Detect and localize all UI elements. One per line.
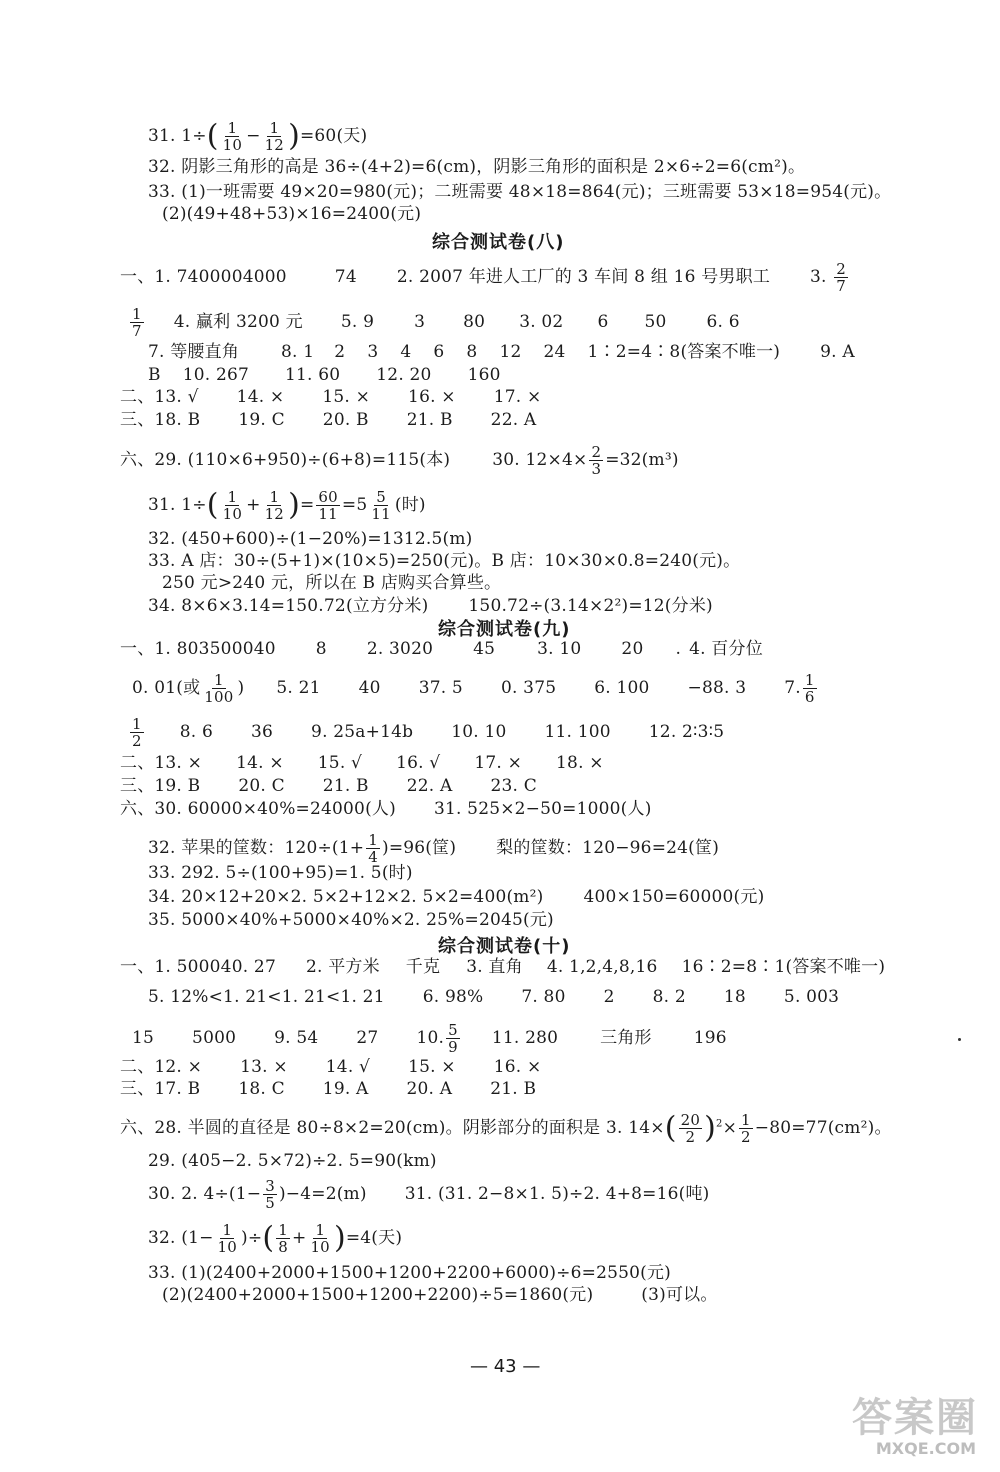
fraction: $\frac{5}{9}$ [448,1021,458,1056]
watermark-logo: 答案圈 [852,1395,978,1441]
section-title-10: 综合测试卷(十) [438,936,571,957]
answer-33-part2: (2)(49+48+53)×16=2400(元) [162,204,422,224]
s10-answer-33-part1: 33. (1)(2400+2000+1500+1200+2200+6000)÷6=2550(元) [148,1263,672,1283]
s10-answer-32: 32. (1− $\frac{1}{10}$ )÷( $\frac{1}{8}$ + $\frac{1}{10}$ )=4(天) [148,1220,403,1256]
answer-31: 31. 1÷( $\frac{1}{10}$ − $\frac{1}{12}$ )=60(天) [148,118,368,154]
fraction: $\frac{1}{2}$ [741,1111,751,1146]
answer-33-part1: 33. (1)一班需要 49×20=980(元)；二班需要 48×18=864(元)；三班需要 53×18=954(元)。 [148,182,892,202]
fraction: $\frac{1}{12}$ [264,488,285,523]
s8-answer-29-30: 六、29. (110×6+950)÷(6+8)=115(本) 30. 12×4× $\frac{2}{3}$ =32(m³) [120,443,679,478]
fraction: $\frac{60}{11}$ [318,488,338,523]
s10-line-1: 一、1. 500040. 27 2. 平方米 千克 3. 直角 4. 1,2,4,8,16 16∶2=8∶1(答案不唯一) [120,957,886,977]
s8-choice-line: 三、18. B 19. C 20. B 21. B 22. A [120,410,537,430]
stray-mark [958,1038,961,1041]
watermark [828,1386,978,1458]
s10-answer-28: 六、28. 半圆的直径是 80÷8×2=20(cm)。阴影部分的面积是 3. 14×( $\frac{20}{2}$ )$^2$× $\frac{1}{2}$ −80=77(cm²)。 [120,1110,892,1146]
s10-answer-33-part2: (2)(2400+2000+1500+1200+2200)÷5=1860(元) (3)可以。 [162,1285,718,1305]
s8-answer-33-part1: 33. A 店：30÷(5+1)×(10×5)=250(元)。B 店：10×30×0.8=240(元)。 [148,551,741,571]
fraction: $\frac{2}{7}$ [836,260,847,295]
s8-answer-31: 31. 1÷( $\frac{1}{10}$ + $\frac{1}{12}$ )= $\frac{60}{11}$ =5 $\frac{5}{11}$ (时) [148,487,426,523]
s9-judge-line: 二、13. × 14. × 15. √ 16. √ 17. × 18. × [120,753,604,773]
fraction: $\frac{1}{10}$ [222,488,243,523]
s9-answer-35: 35. 5000×40%+5000×40%×2. 25%=2045(元) [148,910,554,930]
s9-line-1: 一、1. 803500040 8 2. 3020 45 3. 10 20 . 4. 百分位 [120,639,763,659]
fraction: $\frac{1}{10}$ [217,1221,238,1256]
section-title-8: 综合测试卷(八) [432,232,565,253]
s9-choice-line: 三、19. B 20. C 21. B 22. A 23. C [120,776,537,796]
fraction: $\frac{1}{4}$ [368,831,378,866]
watermark-site: MXQE.COM [875,1439,976,1458]
s8-answer-32: 32. (450+600)÷(1−20%)=1312.5(m) [148,529,473,549]
s8-line-4: B 10. 267 11. 60 12. 20 160 [148,365,501,385]
fraction: $\frac{1}{12}$ [264,119,285,154]
s10-judge-line: 二、12. × 13. × 14. √ 15. × 16. × [120,1057,542,1077]
s9-answer-30-31: 六、30. 60000×40%=24000(人) 31. 525×2−50=1000(人) [120,799,652,819]
s9-answer-34: 34. 20×12+20×2. 5×2+12×2. 5×2=400(m²) 400×150=60000(元) [148,887,765,907]
fraction: $\frac{20}{2}$ [680,1111,701,1146]
fraction: $\frac{1}{7}$ [132,305,142,340]
s8-line-1: 一、1. 7400004000 74 2. 2007 年进人工厂的 3 车间 8 组 16 号男职工 3. $\frac{2}{7}$ [120,260,847,295]
fraction: $\frac{1}{10}$ [222,119,243,154]
fraction: $\frac{1}{6}$ [804,671,815,706]
fraction: $\frac{3}{5}$ [265,1177,275,1212]
fraction: $\frac{1}{2}$ [132,715,142,750]
answer-32: 32. 阴影三角形的高是 36÷(4+2)=6(cm)，阴影三角形的面积是 2×6÷2=6(cm²)。 [148,157,806,177]
s10-line-3: 15 5000 9. 54 27 10. $\frac{5}{9}$ 11. 280 三角形 196 [132,1021,727,1056]
section-title-9: 综合测试卷(九) [438,619,571,640]
s9-answer-33: 33. 292. 5÷(100+95)=1. 5(时) [148,863,413,883]
s10-line-2: 5. 12%<1. 21<1. 21<1. 21 6. 98% 7. 80 2 8. 2 18 5. 003 [148,987,840,1007]
s10-answer-29: 29. (405−2. 5×72)÷2. 5=90(km) [148,1151,437,1171]
fraction: $\frac{1}{8}$ [278,1221,288,1256]
s9-answer-32: 32. 苹果的筐数：120÷(1+ $\frac{1}{4}$ )=96(筐) 梨的筐数：120−96=24(筐) [148,831,720,866]
s8-line-3: 7. 等腰直角 8. 1 2 3 4 6 8 12 24 1∶2=4∶8(答案不唯一) 9. A [148,342,855,362]
fraction: $\frac{2}{3}$ [591,443,602,478]
s8-answer-33-part2: 250 元>240 元，所以在 B 店购买合算些。 [162,573,502,593]
s9-line-2: 0. 01(或 $\frac{1}{100}$ ) 5. 21 40 37. 5 0. 375 6. 100 −88. 3 7. $\frac{1}{6}$ [132,671,815,706]
s8-judge-line: 二、13. √ 14. × 15. × 16. × 17. × [120,387,542,407]
fraction: $\frac{1}{10}$ [310,1221,330,1256]
s10-choice-line: 三、17. B 18. C 19. A 20. A 21. B [120,1079,537,1099]
s8-line-2: $\frac{1}{7}$ 4. 赢利 3200 元 5. 9 3 80 3. 02 6 50 6. 6 [132,305,740,340]
page-number: — 43 — [470,1356,541,1377]
fraction: $\frac{5}{11}$ [371,488,391,523]
s8-answer-34: 34. 8×6×3.14=150.72(立方分米) 150.72÷(3.14×2²)=12(分米) [148,596,713,616]
s9-line-3: $\frac{1}{2}$ 8. 6 36 9. 25a+14b 10. 10 11. 100 12. 2∶3∶5 [132,715,725,750]
s10-answer-30-31: 30. 2. 4÷(1− $\frac{3}{5}$ )−4=2(m) 31. (31. 2−8×1. 5)÷2. 4+8=16(吨) [148,1177,710,1212]
fraction: $\frac{1}{100}$ [204,671,234,706]
